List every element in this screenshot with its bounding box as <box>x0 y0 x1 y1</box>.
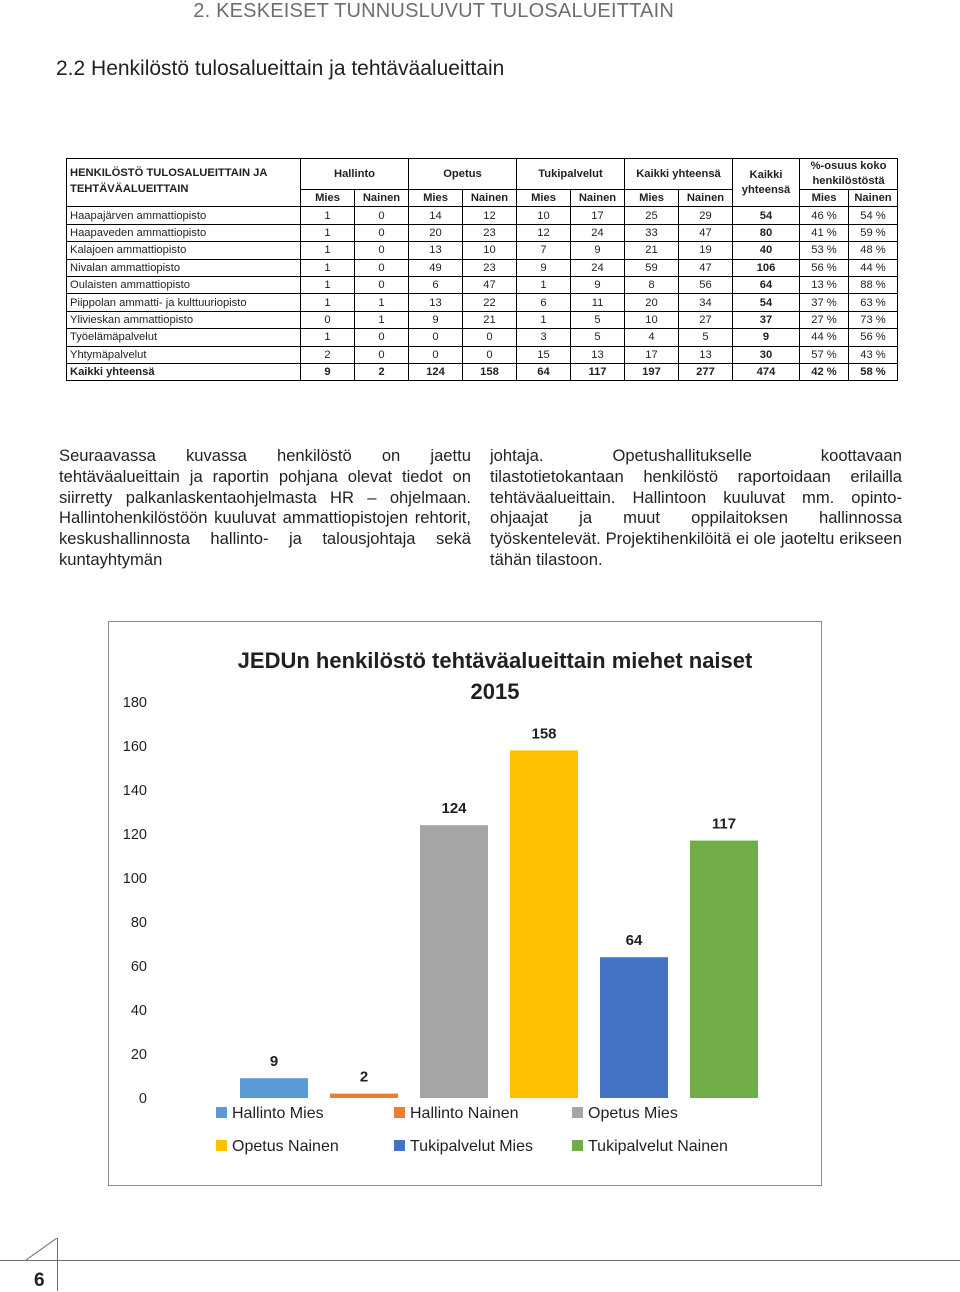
table-header-row <box>67 159 898 190</box>
value-cell: 13 <box>409 242 463 259</box>
share-nainen-cell: 44 % <box>849 259 898 276</box>
value-cell: 14 <box>409 207 463 224</box>
value-cell: 0 <box>463 346 517 363</box>
value-cell: 3 <box>517 329 571 346</box>
value-cell: 7 <box>517 242 571 259</box>
row-name-cell: Nivalan ammattiopisto <box>67 259 301 276</box>
sub-header-nainen: Nainen <box>463 190 517 207</box>
value-cell: 158 <box>463 363 517 380</box>
value-cell: 6 <box>517 294 571 311</box>
share-nainen-cell: 73 % <box>849 311 898 328</box>
footer-divider <box>57 1238 58 1291</box>
value-cell: 117 <box>571 363 625 380</box>
share-nainen-cell: 56 % <box>849 329 898 346</box>
group-header: Opetus <box>409 159 517 190</box>
row-name-cell: Kaikki yhteensä <box>67 363 301 380</box>
value-cell: 277 <box>679 363 733 380</box>
total-cell: 106 <box>733 259 800 276</box>
value-cell: 21 <box>463 311 517 328</box>
value-cell: 23 <box>463 259 517 276</box>
total-cell: 54 <box>733 207 800 224</box>
body-paragraph-left: Seuraavassa kuvassa henkilöstö on jaettu tehtäväalueittain ja raportin pohjana olevat tiedot on siirretty palkanlaskentaohjelmasta HR – ohjelmaan. Hallintohenkilöstöön kuuluvat ammattiopistojen rehtorit, keskushallinnosta hallinto- ja talousjohtaja sekä kuntayhtymän <box>59 446 471 569</box>
sub-header-nainen: Nainen <box>849 190 898 207</box>
value-cell: 22 <box>463 294 517 311</box>
share-header: %-osuus koko henkilöstöstä <box>800 159 898 190</box>
value-cell: 17 <box>571 207 625 224</box>
value-cell: 1 <box>355 294 409 311</box>
value-cell: 9 <box>517 259 571 276</box>
total-cell: 9 <box>733 329 800 346</box>
value-cell: 23 <box>463 224 517 241</box>
share-nainen-cell: 63 % <box>849 294 898 311</box>
sub-header-mies: Mies <box>625 190 679 207</box>
total-header: Kaikki yhteensä <box>733 159 800 207</box>
value-cell: 1 <box>301 207 355 224</box>
bar <box>600 957 668 1098</box>
value-cell: 13 <box>679 346 733 363</box>
share-mies-cell: 13 % <box>800 276 849 293</box>
value-cell: 20 <box>625 294 679 311</box>
section-title: 2.2 Henkilöstö tulosalueittain ja tehtäväalueittain <box>56 57 505 80</box>
value-cell: 49 <box>409 259 463 276</box>
data-label: 9 <box>269 1053 279 1071</box>
value-cell: 1 <box>517 311 571 328</box>
group-header: Tukipalvelut <box>517 159 625 190</box>
legend-label: Hallinto Mies <box>232 1105 324 1122</box>
row-name-cell: Työelämäpalvelut <box>67 329 301 346</box>
sub-header-mies: Mies <box>409 190 463 207</box>
value-cell: 34 <box>679 294 733 311</box>
value-cell: 197 <box>625 363 679 380</box>
value-cell: 2 <box>355 363 409 380</box>
chart-title: 2015 <box>470 679 520 704</box>
row-name-cell: Piippolan ammatti- ja kulttuuriopisto <box>67 294 301 311</box>
value-cell: 12 <box>517 224 571 241</box>
value-cell: 0 <box>355 224 409 241</box>
chapter-header: 2. KESKEISET TUNNUSLUVUT TULOSALUEITTAIN <box>193 0 674 22</box>
share-mies-cell: 42 % <box>800 363 849 380</box>
value-cell: 47 <box>463 276 517 293</box>
value-cell: 0 <box>409 346 463 363</box>
value-cell: 1 <box>301 224 355 241</box>
table-row <box>67 294 898 311</box>
row-name-cell: Ylivieskan ammattiopisto <box>67 311 301 328</box>
table-row <box>67 276 898 293</box>
data-label: 124 <box>441 800 467 818</box>
value-cell: 19 <box>679 242 733 259</box>
y-tick-label: 80 <box>130 915 147 931</box>
chart-svg <box>109 622 823 1187</box>
value-cell: 9 <box>571 242 625 259</box>
group-header: Hallinto <box>301 159 409 190</box>
value-cell: 24 <box>571 259 625 276</box>
page-corner-mark <box>26 1238 57 1260</box>
footer-line <box>0 1260 960 1261</box>
value-cell: 4 <box>625 329 679 346</box>
value-cell: 13 <box>409 294 463 311</box>
share-mies-cell: 27 % <box>800 311 849 328</box>
value-cell: 0 <box>301 311 355 328</box>
share-mies-cell: 56 % <box>800 259 849 276</box>
legend-swatch <box>572 1107 583 1118</box>
value-cell: 17 <box>625 346 679 363</box>
bar <box>330 1094 398 1098</box>
staff-table <box>66 158 898 381</box>
value-cell: 5 <box>679 329 733 346</box>
row-name-cell: Haapajärven ammattiopisto <box>67 207 301 224</box>
value-cell: 0 <box>355 346 409 363</box>
value-cell: 59 <box>625 259 679 276</box>
table-row <box>67 311 898 328</box>
total-cell: 30 <box>733 346 800 363</box>
value-cell: 1 <box>301 329 355 346</box>
value-cell: 0 <box>409 329 463 346</box>
table-row <box>67 329 898 346</box>
value-cell: 9 <box>409 311 463 328</box>
table-body <box>67 207 898 381</box>
total-cell: 37 <box>733 311 800 328</box>
total-cell: 474 <box>733 363 800 380</box>
value-cell: 12 <box>463 207 517 224</box>
row-name-cell: Yhtymäpalvelut <box>67 346 301 363</box>
value-cell: 29 <box>679 207 733 224</box>
legend-label: Opetus Nainen <box>232 1138 339 1155</box>
share-mies-cell: 46 % <box>800 207 849 224</box>
sub-header-nainen: Nainen <box>355 190 409 207</box>
share-mies-cell: 53 % <box>800 242 849 259</box>
corner-header: HENKILÖSTÖ TULOSALUEITTAIN JA TEHTÄVÄALUEITTAIN <box>67 159 301 207</box>
share-nainen-cell: 48 % <box>849 242 898 259</box>
value-cell: 1 <box>301 242 355 259</box>
value-cell: 0 <box>463 329 517 346</box>
row-name-cell: Kalajoen ammattiopisto <box>67 242 301 259</box>
legend-label: Tukipalvelut Nainen <box>588 1138 728 1155</box>
bar <box>420 825 488 1098</box>
share-nainen-cell: 43 % <box>849 346 898 363</box>
value-cell: 13 <box>571 346 625 363</box>
body-paragraph-right: johtaja. Opetushallitukselle koottavaan tilastotietokantaan henkilöstö raportoidaan erilailla tehtäväalueittain. Hallintoon kuuluvat mm. opinto-ohjaajat ja muut oppilaitoksen hallinnossa työskentelevät. Projektihenkilöitä ei ole jaoteltu erikseen tähän tilastoon. <box>490 446 902 569</box>
value-cell: 47 <box>679 259 733 276</box>
value-cell: 0 <box>355 207 409 224</box>
y-tick-label: 160 <box>122 739 147 755</box>
bar <box>690 841 758 1098</box>
legend-label: Hallinto Nainen <box>410 1105 519 1122</box>
total-cell: 40 <box>733 242 800 259</box>
value-cell: 10 <box>517 207 571 224</box>
value-cell: 5 <box>571 311 625 328</box>
share-mies-cell: 57 % <box>800 346 849 363</box>
value-cell: 6 <box>409 276 463 293</box>
value-cell: 124 <box>409 363 463 380</box>
legend-swatch <box>216 1140 227 1151</box>
value-cell: 25 <box>625 207 679 224</box>
legend-label: Opetus Mies <box>588 1105 678 1122</box>
row-name-cell: Oulaisten ammattiopisto <box>67 276 301 293</box>
value-cell: 2 <box>301 346 355 363</box>
value-cell: 15 <box>517 346 571 363</box>
value-cell: 0 <box>355 259 409 276</box>
sub-header-nainen: Nainen <box>571 190 625 207</box>
value-cell: 0 <box>355 329 409 346</box>
data-label: 117 <box>711 815 737 833</box>
sub-header-mies: Mies <box>517 190 571 207</box>
y-tick-label: 20 <box>130 1047 147 1063</box>
value-cell: 10 <box>463 242 517 259</box>
share-nainen-cell: 58 % <box>849 363 898 380</box>
value-cell: 27 <box>679 311 733 328</box>
sub-header-mies: Mies <box>301 190 355 207</box>
total-cell: 80 <box>733 224 800 241</box>
data-label: 158 <box>531 725 557 743</box>
data-label: 64 <box>625 932 643 950</box>
row-name-cell: Haapaveden ammattiopisto <box>67 224 301 241</box>
y-tick-label: 180 <box>122 695 147 711</box>
value-cell: 5 <box>571 329 625 346</box>
share-mies-cell: 37 % <box>800 294 849 311</box>
share-nainen-cell: 54 % <box>849 207 898 224</box>
legend-swatch <box>394 1107 405 1118</box>
sub-header-mies: Mies <box>800 190 849 207</box>
group-header: Kaikki yhteensä <box>625 159 733 190</box>
value-cell: 11 <box>571 294 625 311</box>
legend-swatch <box>216 1107 227 1118</box>
y-tick-label: 120 <box>122 827 147 843</box>
value-cell: 1 <box>517 276 571 293</box>
table-row <box>67 242 898 259</box>
value-cell: 8 <box>625 276 679 293</box>
table-row <box>67 346 898 363</box>
value-cell: 1 <box>355 311 409 328</box>
y-tick-label: 140 <box>122 783 147 799</box>
bar <box>240 1078 308 1098</box>
y-tick-label: 0 <box>138 1091 147 1107</box>
value-cell: 9 <box>301 363 355 380</box>
value-cell: 21 <box>625 242 679 259</box>
total-cell: 54 <box>733 294 800 311</box>
value-cell: 64 <box>517 363 571 380</box>
legend-label: Tukipalvelut Mies <box>410 1138 534 1155</box>
y-tick-label: 100 <box>122 871 147 887</box>
y-tick-label: 60 <box>130 959 147 975</box>
value-cell: 1 <box>301 276 355 293</box>
table-row <box>67 363 898 380</box>
bar-chart <box>108 621 822 1186</box>
value-cell: 10 <box>625 311 679 328</box>
data-label: 2 <box>359 1068 369 1086</box>
share-mies-cell: 44 % <box>800 329 849 346</box>
value-cell: 1 <box>301 294 355 311</box>
page-number: 6 <box>34 1270 45 1291</box>
value-cell: 56 <box>679 276 733 293</box>
share-nainen-cell: 88 % <box>849 276 898 293</box>
bar <box>510 750 578 1098</box>
legend-swatch <box>572 1140 583 1151</box>
total-cell: 64 <box>733 276 800 293</box>
value-cell: 20 <box>409 224 463 241</box>
value-cell: 0 <box>355 276 409 293</box>
sub-header-nainen: Nainen <box>679 190 733 207</box>
value-cell: 9 <box>571 276 625 293</box>
table-row <box>67 259 898 276</box>
share-nainen-cell: 59 % <box>849 224 898 241</box>
table-row <box>67 224 898 241</box>
value-cell: 0 <box>355 242 409 259</box>
value-cell: 47 <box>679 224 733 241</box>
value-cell: 33 <box>625 224 679 241</box>
chart-title: JEDUn henkilöstö tehtäväalueittain miehet naiset <box>237 648 753 673</box>
value-cell: 1 <box>301 259 355 276</box>
legend-swatch <box>394 1140 405 1151</box>
value-cell: 24 <box>571 224 625 241</box>
table-row <box>67 207 898 224</box>
share-mies-cell: 41 % <box>800 224 849 241</box>
y-tick-label: 40 <box>130 1003 147 1019</box>
